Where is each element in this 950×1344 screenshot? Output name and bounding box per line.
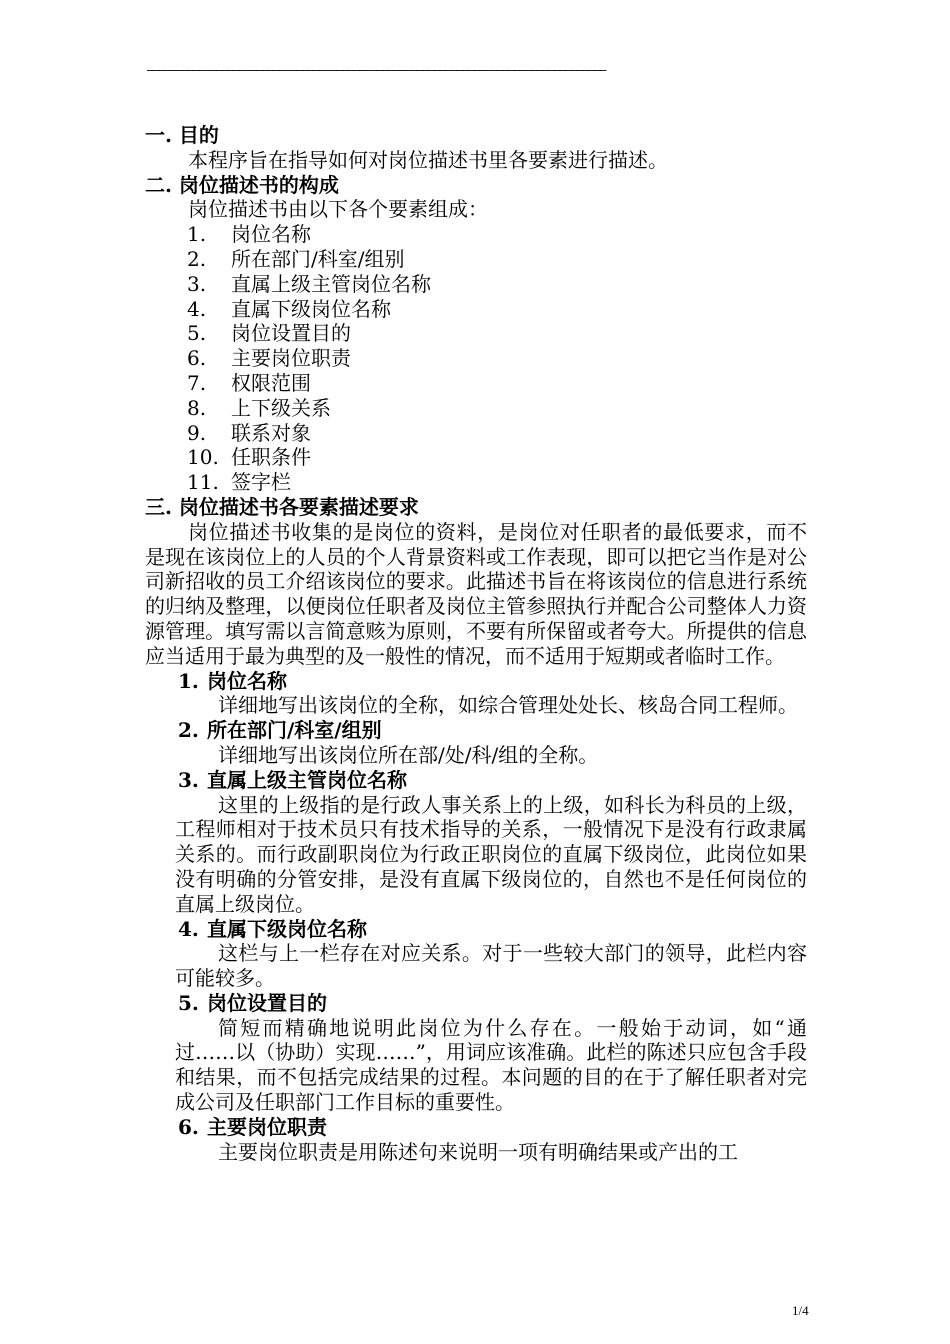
list-item-label: 主要岗位职责: [231, 346, 351, 371]
list-item-label: 岗位设置目的: [231, 321, 351, 346]
subsection-number: 6.: [178, 1114, 199, 1139]
subsection-number: 3.: [178, 767, 199, 792]
document-body: [145, 123, 807, 1164]
list-item-number: 10.: [187, 445, 219, 470]
subsection-number: 4.: [178, 916, 199, 941]
subsection-title: [145, 1115, 807, 1140]
section-1-text: 本程序旨在指导如何对岗位描述书里各要素进行描述。: [188, 147, 668, 172]
list-item: [145, 445, 807, 470]
list-item-label: 上下级关系: [231, 395, 331, 420]
list-item-label: 联系对象: [231, 420, 311, 445]
list-item-number: 6.: [187, 346, 207, 371]
list-item-number: 1.: [187, 222, 207, 247]
subsection-number: 1.: [178, 668, 199, 693]
list-item-number: 7.: [187, 370, 207, 395]
subsection-text: 详细地写出该岗位的全称，如综合管理处处长、核岛合同工程师。: [218, 693, 798, 718]
list-item: [145, 421, 807, 446]
header-rule: ————————————————————————————————————————————————————————————————————————————————: [147, 63, 605, 77]
list-item: [145, 371, 807, 396]
list-item-number: 9.: [187, 420, 207, 445]
list-item-number: 2.: [187, 246, 207, 271]
list-item-label: 所在部门/科室/组别: [231, 246, 405, 271]
subsection-title-text: 直属下级岗位名称: [207, 916, 367, 941]
page-number: 1/4: [792, 1303, 809, 1318]
subsection-text: 详细地写出该岗位所在部/处/科/组的全称。: [218, 742, 599, 767]
subsection-text: 这栏与上一栏存在对应关系。对于一些较大部门的领导，此栏内容可能较多。: [175, 941, 807, 991]
subsection-title-text: 主要岗位职责: [207, 1114, 327, 1139]
element-list: [145, 222, 807, 495]
list-item-number: 3.: [187, 271, 207, 296]
subsection-title: [145, 768, 807, 793]
list-item-label: 岗位名称: [231, 222, 311, 247]
list-item: [145, 346, 807, 371]
section-2-title: 二. 岗位描述书的构成: [145, 172, 339, 197]
list-item-label: 权限范围: [231, 370, 311, 395]
subsection-number: 2.: [178, 718, 199, 743]
section-1-title: 一. 目的: [145, 123, 219, 147]
subsection-number: 5.: [178, 990, 199, 1015]
list-item-number: 8.: [187, 395, 207, 420]
subsection-title-text: 岗位名称: [207, 668, 287, 693]
list-item: [145, 222, 807, 247]
list-item-number: 4.: [187, 296, 207, 321]
list-item-label: 任职条件: [231, 445, 311, 470]
list-item-label: 直属下级岗位名称: [231, 296, 391, 321]
subsection-text: 这里的上级指的是行政人事关系上的上级，如科长为科员的上级，工程师相对于技术员只有技术指导的关系，一般情况下是没有行政隶属关系的。而行政副职岗位为行政正职岗位的直属下级岗位，此岗位如果没有明确的分管安排，是没有直属下级岗位的，自然也不是任何岗位的直属上级岗位。: [175, 792, 807, 916]
subsection-title: [145, 718, 807, 743]
subsection-title-text: 直属上级主管岗位名称: [207, 767, 407, 792]
list-item-number: 11.: [187, 470, 219, 495]
list-item-label: 直属上级主管岗位名称: [231, 271, 431, 296]
list-item: [145, 321, 807, 346]
section-3-intro: 岗位描述书收集的是岗位的资料，是岗位对任职者的最低要求，而不是现在该岗位上的人员的个人背景资料或工作表现，即可以把它当作是对公司新招收的员工介绍该岗位的要求。此描述书旨在将该岗位的信息进行系统的归纳及整理，以便岗位任职者及岗位主管参照执行并配合公司整体人力资源管理。填写需以言简意赅为原则，不要有所保留或者夸大。所提供的信息应当适用于最为典型的及一般性的情况，而不适用于短期或者临时工作。: [145, 519, 807, 668]
subsection-title: [145, 917, 807, 942]
section-3-title: 三. 岗位描述书各要素描述要求: [145, 494, 419, 519]
section-2-intro: 岗位描述书由以下各个要素组成：: [188, 197, 488, 222]
list-item-label: 签字栏: [231, 470, 291, 495]
subsection-title: [145, 669, 807, 694]
list-item: [145, 470, 807, 495]
list-item: [145, 396, 807, 421]
list-item-number: 5.: [187, 321, 207, 346]
list-item: [145, 247, 807, 272]
subsection-title-text: 所在部门/科室/组别: [207, 718, 382, 743]
subsection-title-text: 岗位设置目的: [207, 990, 327, 1015]
subsection-text: 主要岗位职责是用陈述句来说明一项有明确结果或产出的工: [218, 1139, 738, 1164]
subsection-text: 简短而精确地说明此岗位为什么存在。一般始于动词，如“通过……以（协助）实现……”，用词应该准确。此栏的陈述只应包含手段和结果，而不包括完成结果的过程。本问题的目的在于了解任职者对完成公司及任职部门工作目标的重要性。: [175, 1015, 807, 1115]
list-item: [145, 272, 807, 297]
list-item: [145, 297, 807, 322]
subsection-title: [145, 991, 807, 1016]
